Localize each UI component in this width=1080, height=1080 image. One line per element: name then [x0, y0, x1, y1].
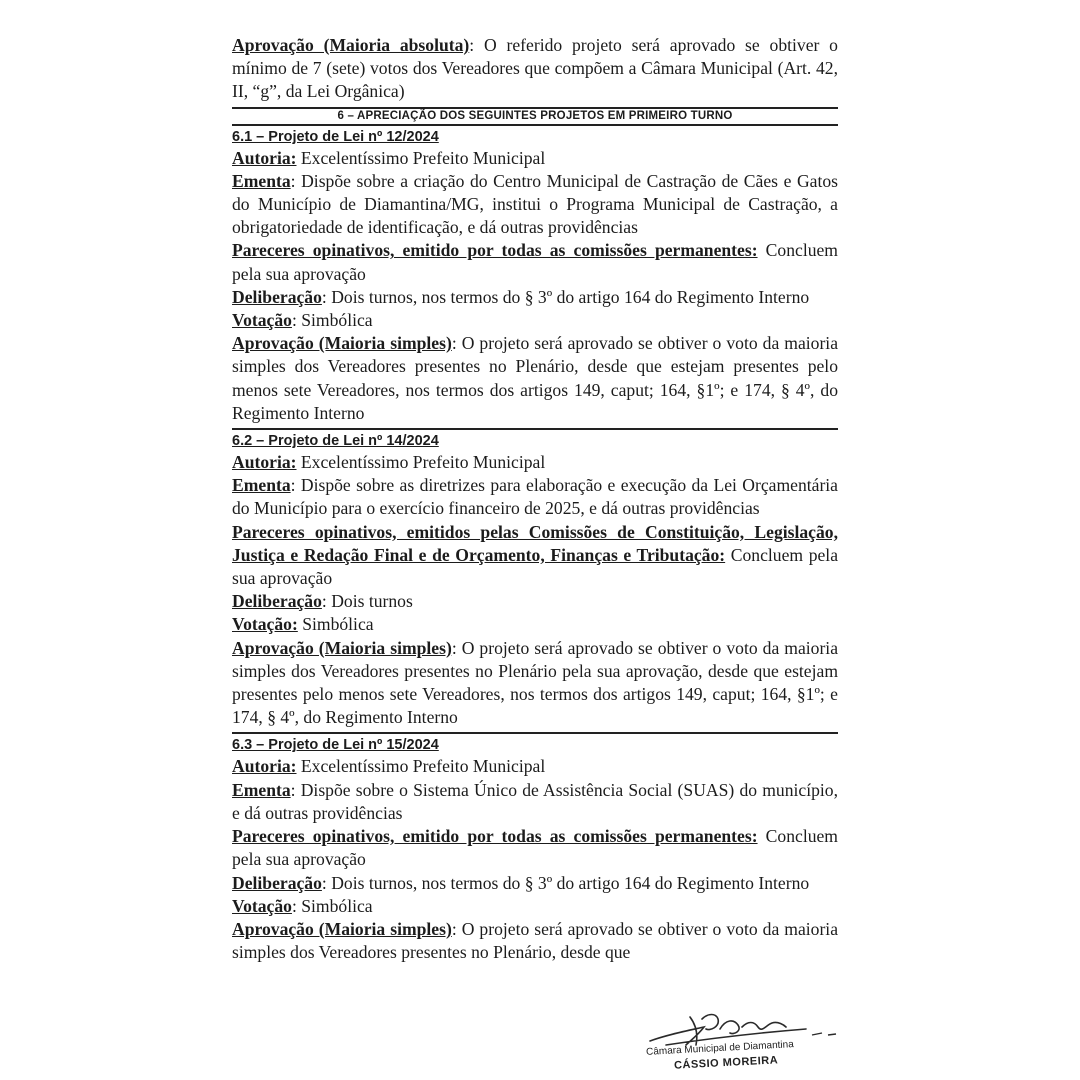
divider — [232, 428, 838, 430]
pareceres-value: Concluem pela sua aprovação — [232, 544, 838, 589]
votacao-value: : Simbólica — [291, 310, 373, 331]
ementa-line — [232, 170, 838, 240]
autoria-label: Autoria: — [232, 147, 297, 168]
stamp-name: CÁSSIO MOREIRA — [673, 1054, 779, 1072]
votacao-label: Votação: — [232, 614, 298, 635]
aprovacao-label: Aprovação (Maioria simples) — [232, 918, 452, 939]
deliberacao-value: : Dois turnos, nos termos do § 3º do artigo 164 do Regimento Interno — [321, 286, 810, 307]
deliberacao-line — [232, 286, 838, 309]
autoria-value: Excelentíssimo Prefeito Municipal — [296, 147, 546, 168]
deliberacao-label: Deliberação — [232, 591, 322, 612]
deliberacao-value: : Dois turnos, nos termos do § 3º do artigo 164 do Regimento Interno — [321, 872, 810, 893]
votacao-label: Votação — [232, 310, 292, 331]
pareceres-label: Pareceres opinativos, emitidos pelas Comissões de Constituição, Legislação, Justiça e Redação Final e de Orçamento, Finanças e Tributação: — [232, 521, 838, 565]
project-block — [232, 432, 838, 729]
votacao-value: Simbólica — [297, 614, 374, 635]
project-title: 6.3 – Projeto de Lei nº 15/2024 — [232, 737, 439, 754]
pareceres-label: Pareceres opinativos, emitido por todas as comissões permanentes: — [232, 240, 758, 261]
autoria-line — [232, 147, 838, 170]
deliberacao-label: Deliberação — [232, 872, 322, 893]
pareceres-label: Pareceres opinativos, emitido por todas as comissões permanentes: — [232, 826, 758, 847]
autoria-value: Excelentíssimo Prefeito Municipal — [296, 756, 546, 777]
ementa-label: Ementa — [232, 170, 291, 191]
pareceres-line — [232, 239, 838, 285]
ementa-label: Ementa — [232, 779, 291, 800]
pareceres-line — [232, 825, 838, 871]
signature-stamp — [646, 1005, 846, 1075]
intro-paragraph — [232, 34, 838, 104]
autoria-label: Autoria: — [232, 452, 297, 473]
project-title: 6.2 – Projeto de Lei nº 14/2024 — [232, 433, 439, 450]
project-block — [232, 736, 838, 964]
document-page — [232, 34, 838, 964]
project-title: 6.1 – Projeto de Lei nº 12/2024 — [232, 128, 439, 145]
votacao-line — [232, 309, 838, 332]
votacao-line — [232, 895, 838, 918]
autoria-line — [232, 451, 838, 474]
ementa-label: Ementa — [232, 475, 291, 496]
autoria-line — [232, 755, 838, 778]
ementa-value: : Dispõe sobre as diretrizes para elaboração e execução da Lei Orçamentária do Município para o exercício financeiro de 2025, e dá outras providências — [232, 475, 838, 519]
ementa-value: : Dispõe sobre o Sistema Único de Assistência Social (SUAS) do município, e dá outras providências — [232, 779, 838, 823]
aprovacao-label: Aprovação (Maioria simples) — [232, 333, 452, 354]
pareceres-value: Concluem pela sua aprovação — [232, 826, 838, 870]
ementa-value: : Dispõe sobre a criação do Centro Municipal de Castração de Cães e Gatos do Município de Diamantina/MG, institui o Programa Municipal de Castração, a obrigatoriedade de identificação, e dá outras providências — [232, 170, 838, 238]
pareceres-line — [232, 521, 838, 591]
votacao-label: Votação — [232, 895, 292, 916]
intro-text: : O referido projeto será aprovado se obtiver o mínimo de 7 (sete) votos dos Vereadores que compõem a Câmara Municipal (Art. 42, II, “g”, da Lei Orgânica) — [232, 35, 838, 102]
ementa-line — [232, 779, 838, 825]
autoria-value: Excelentíssimo Prefeito Municipal — [296, 452, 546, 473]
intro-label: Aprovação (Maioria absoluta) — [232, 35, 470, 55]
pareceres-value: Concluem pela sua aprovação — [232, 240, 838, 284]
deliberacao-value: : Dois turnos — [321, 591, 413, 612]
aprovacao-value: : O projeto será aprovado se obtiver o voto da maioria simples dos Vereadores presentes no Plenário, desde que estejam presentes pelo menos sete Vereadores, nos termos dos artigos 149, caput; 164, §1º; e 174, § 4º, do Regimento Interno — [232, 333, 838, 423]
deliberacao-line — [232, 590, 838, 613]
votacao-value: : Simbólica — [291, 895, 373, 916]
section-heading: 6 – APRECIAÇÃO DOS SEGUINTES PROJETOS EM PRIMEIRO TURNO — [232, 107, 838, 126]
votacao-line — [232, 613, 838, 636]
divider — [232, 732, 838, 734]
stamp-institution: Câmara Municipal de Diamantina — [645, 1039, 795, 1058]
ementa-line — [232, 474, 838, 520]
aprovacao-value: : O projeto será aprovado se obtiver o voto da maioria simples dos Vereadores presentes no Plenário pela sua aprovação, desde que estejam presentes pelo menos sete Vereadores, nos termos dos artigos 149, caput; 164, §1º; e 174, § 4º, do Regimento Interno — [232, 637, 838, 728]
deliberacao-line — [232, 872, 838, 895]
autoria-label: Autoria: — [232, 756, 297, 777]
project-block — [232, 128, 838, 425]
aprovacao-line — [232, 918, 838, 964]
aprovacao-value: : O projeto será aprovado se obtiver o voto da maioria simples dos Vereadores presentes no Plenário, desde que — [232, 918, 838, 963]
aprovacao-line — [232, 332, 838, 425]
aprovacao-label: Aprovação (Maioria simples) — [232, 637, 452, 658]
aprovacao-line — [232, 637, 838, 730]
deliberacao-label: Deliberação — [232, 286, 322, 307]
